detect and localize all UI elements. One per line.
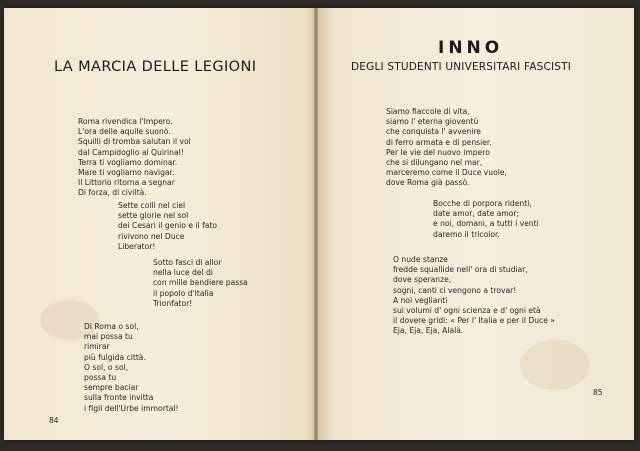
verse-line: sui volumi d' ogni scienza e d' ogni età bbox=[393, 305, 541, 315]
verse-line: rivivono nel Duce bbox=[118, 231, 185, 241]
verse-line: A noi veglianti bbox=[393, 295, 448, 305]
left-page-number: 84 bbox=[49, 416, 59, 425]
verse-line: date amor, date amor; bbox=[433, 209, 520, 219]
verse-line: dove Roma già passò. bbox=[386, 178, 470, 188]
verse-line: dei Cesari il genio e il fato bbox=[118, 221, 218, 231]
paper-stain bbox=[520, 340, 590, 390]
verse-line: Eja, Eja, Eja, Alalà. bbox=[393, 326, 464, 336]
right-page-subtitle: DEGLI STUDENTI UNIVERSITARI FASCISTI bbox=[351, 61, 572, 73]
left-stanza-1 bbox=[78, 117, 191, 199]
verse-line: rimirar bbox=[84, 342, 110, 352]
left-stanza-4 bbox=[84, 322, 179, 414]
right-stanza-1 bbox=[386, 107, 507, 189]
left-stanza-3 bbox=[153, 258, 248, 309]
verse-line: Mare ti vogliamo navigar. bbox=[78, 167, 175, 177]
verse-line: marceremo come il Duce vuole, bbox=[386, 168, 507, 178]
verse-line: L'ora delle aquile suonò. bbox=[78, 127, 171, 137]
verse-line: Di forza, di civiltà. bbox=[78, 188, 147, 198]
verse-line: che si dilungano nel mar, bbox=[386, 157, 483, 167]
verse-line: Roma rivendica l'Impero. bbox=[78, 117, 173, 126]
verse-line: Il Littorio ritorna a segnar bbox=[78, 178, 175, 188]
verse-line: più fulgida città. bbox=[84, 352, 146, 362]
verse-line: dove speranze, bbox=[393, 275, 452, 285]
verse-line: di ferro armata e di pensier. bbox=[386, 137, 492, 147]
left-page-title: LA MARCIA DELLE LEGIONI bbox=[54, 59, 257, 75]
verse-line: il popolo d'Italia bbox=[153, 288, 214, 298]
verse-line: che conquista l' avvenire bbox=[386, 127, 481, 137]
verse-line: sette glorie nel sol bbox=[118, 211, 189, 221]
verse-line: Siamo fiaccole di vita, bbox=[386, 107, 470, 116]
verse-line: O sol, o sol, bbox=[84, 362, 129, 372]
verse-line: sempre baciar bbox=[84, 383, 139, 393]
verse-line: sulla fronte invitta bbox=[84, 393, 154, 403]
verse-line: Trionfator! bbox=[153, 298, 193, 308]
verse-line: daremo il tricolor. bbox=[433, 229, 500, 239]
verse-line: mai possa tu bbox=[84, 332, 133, 342]
verse-line: fredde squallide nell' ora di studiar, bbox=[393, 265, 528, 275]
verse-line: il dovere gridi: « Per l' Italia e per il Duce » bbox=[393, 316, 555, 326]
verse-line: sogni, canti ci vengono a trovar! bbox=[393, 285, 517, 295]
verse-line: nella luce del di bbox=[153, 268, 213, 278]
verse-line: Per le vie del nuovo impero bbox=[386, 147, 490, 157]
right-stanza-3 bbox=[393, 255, 555, 337]
left-stanza-2 bbox=[118, 201, 217, 252]
verse-line: Squilli di tromba salutan il vol bbox=[78, 137, 191, 147]
verse-line: O nude stanze bbox=[393, 255, 448, 264]
verse-line: Liberator! bbox=[118, 241, 156, 251]
verse-line: Sette colli nel ciel bbox=[118, 201, 186, 210]
verse-line: i figli dell'Urbe immortal! bbox=[84, 403, 179, 413]
right-page-number: 85 bbox=[593, 388, 603, 397]
verse-line: e noi, domani, a tutti i venti bbox=[433, 219, 539, 229]
verse-line: possa tu bbox=[84, 372, 117, 382]
book-spine bbox=[314, 8, 318, 440]
verse-line: Terra ti vogliamo dominar. bbox=[78, 157, 178, 167]
verse-line: Bocche di porpora ridenti, bbox=[433, 199, 532, 208]
right-stanza-2 bbox=[433, 199, 539, 240]
verse-line: siamo l' eterna gioventù bbox=[386, 117, 479, 127]
verse-line: dal Campidoglio al Quirinal! bbox=[78, 147, 184, 157]
verse-line: con mille bandiere passa bbox=[153, 278, 248, 288]
verse-line: Di Roma o sol, bbox=[84, 322, 139, 331]
verse-line: Sotto fasci di allor bbox=[153, 258, 222, 267]
right-page-title: INNO bbox=[438, 38, 504, 58]
